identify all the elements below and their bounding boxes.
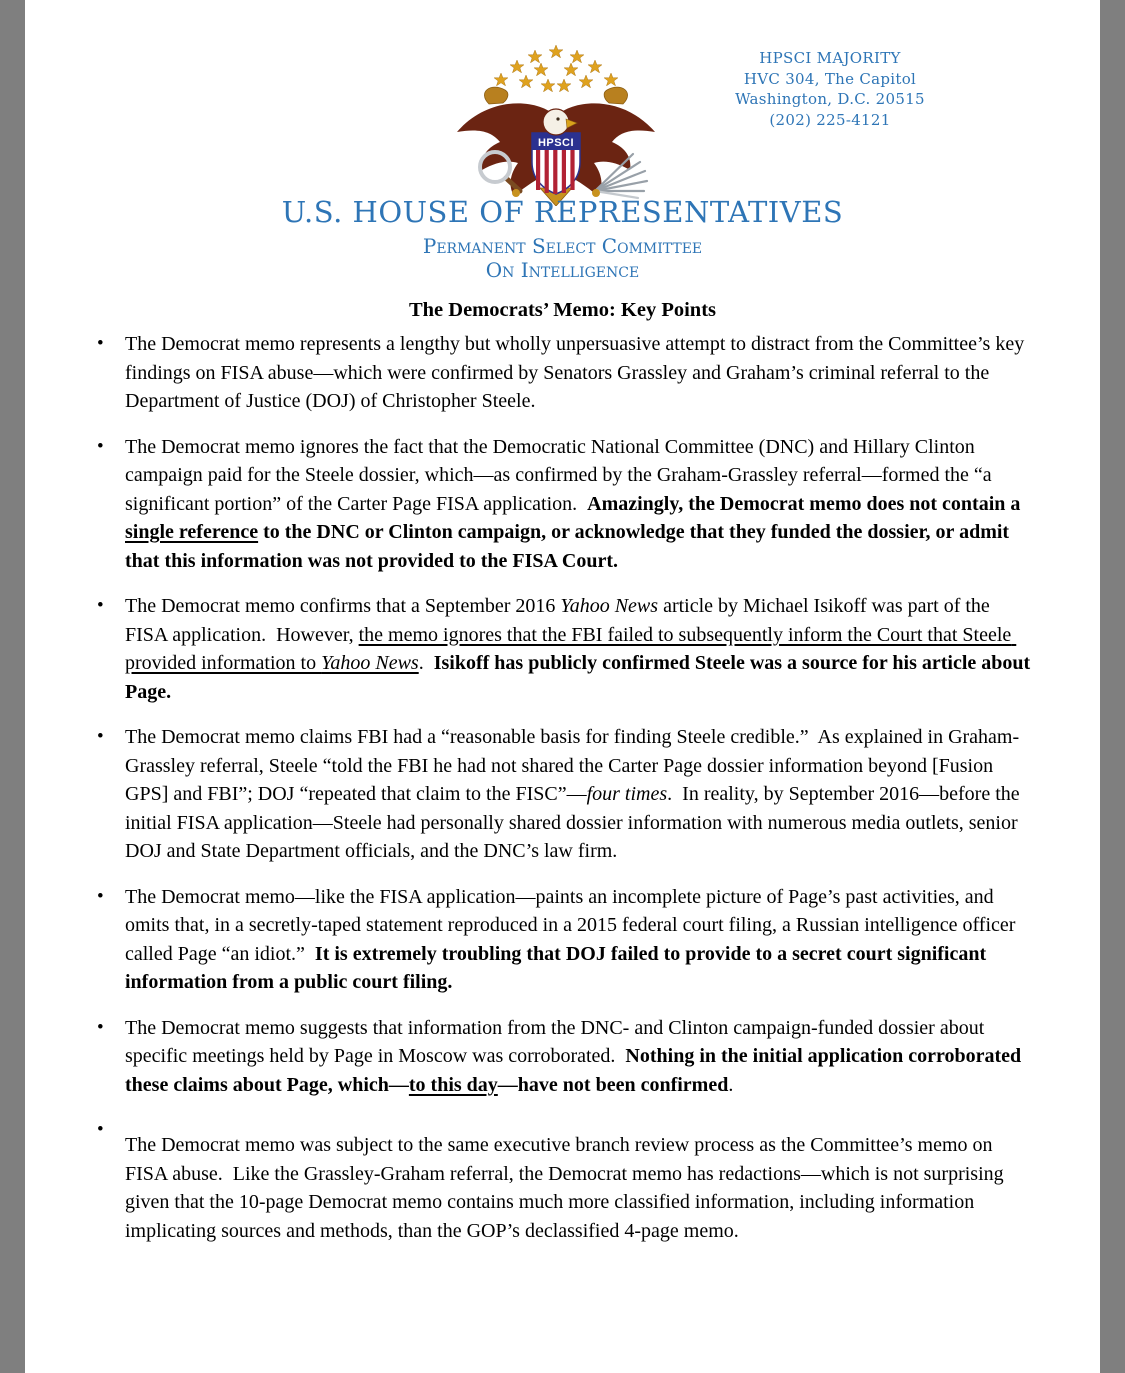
document-page [25,0,1100,1373]
seal-svg [435,40,677,206]
org-subtitle-line1: Permanent Select Committee [422,234,703,258]
text-segment: single reference [125,521,259,543]
text-segment: to this day [408,1073,498,1096]
text-segment: Amazingly, the Democrat memo does not contain a [587,492,1026,515]
bullet-item [97,723,1037,866]
bullet-item [97,592,1037,706]
seal-shield-icon [532,133,580,194]
text-segment: Yahoo News [560,595,659,617]
text-segment: . [728,1073,734,1096]
text-segment: Yahoo News [321,652,419,674]
text-segment: —have not been confirmed [497,1073,729,1096]
bullet-item [97,883,1037,997]
contact-line: HPSCI MAJORITY [759,49,901,67]
seal-ribbons-icon [484,87,627,104]
text-segment: The Democrat memo ignores the fact that the Democratic National Committee (DNC) and Hillary Clinton campaign paid for the Steele dossier, which—as confirmed by the Graham-Grassley referral—formed the “a significant portion” of the Carter Page FISA application. [125,435,997,515]
document-title: The Democrats’ Memo: Key Points [408,299,717,321]
contact-line: HVC 304, The Capitol [743,69,917,88]
org-title: U.S. HOUSE OF REPRESENTATIVES [281,195,844,229]
seal-stars-icon [494,45,618,92]
text-segment: The Democrat memo—like the FISA application—paints an incomplete picture of Page’s past activities, and omits that, in a secretly-taped statement reproduced in a 2015 federal court filing, a Russian intelligence officer called Page “an idiot.” [125,885,1021,965]
bullet-item [97,433,1037,576]
contact-line: Washington, D.C. 20515 [735,90,925,108]
text-segment: The Democrat memo suggests that information from the DNC- and Clinton campaign-funded dossier about specific meetings held by Page in Moscow was corroborated. [125,1016,990,1067]
text-segment: to the DNC or Clinton campaign, or acknowledge that they funded the dossier, or admit that this information was not provided to the FISA Court. [125,521,1015,572]
bullet-item [97,1014,1037,1100]
bullet-item [97,1116,1037,1245]
hpsci-eagle-seal-icon [435,40,677,206]
text-segment: The Democrat memo claims FBI had a “reasonable basis for finding Steele credible.” As explained in Graham-Grassley referral, Steele “told the FBI he had not shared the Carter Page dossier information beyond [Fusion GPS] and FBI”; DOJ “repeated that claim to the FISC”— [125,726,1020,805]
text-segment: article by Michael Isikoff was part of the FISA application. However, [125,595,995,646]
text-segment: Isikoff has publicly confirmed Steele was a source for his article about Page. [125,652,1036,703]
text-segment: The Democrat memo confirms that a September 2016 [125,595,561,617]
org-subtitle-line2: On Intelligence [485,258,640,282]
seal-hpsci-text: HPSCI [537,137,575,149]
text-segment: . In reality, by September 2016—before the initial FISA application—Steele had personally shared dossier information with numerous media outlets, senior DOJ and State Department officials, and the DNC’s law firm. [125,783,1025,862]
text-segment: four times [586,783,668,805]
contact-line: (202) 225-4121 [769,110,891,129]
text-segment: the memo ignores that the FBI failed to subsequently inform the Court that Steele provided information to [125,623,1017,674]
text-segment: The Democrat memo was subject to the same executive branch review process as the Committee’s memo on FISA abuse. Like the Grassley-Graham referral, the Democrat memo has redactions—which is not surprising given that the 10-page Democrat memo contains much more classified information, including information implicating sources and methods, than the GOP’s declassified 4-page memo. [125,1134,1009,1242]
key-points-list [97,330,1037,1262]
text-segment: Nothing in the initial application corroborated these claims about Page, which— [125,1045,1027,1096]
bullet-item [97,330,1037,416]
text-segment: The Democrat memo represents a lengthy but wholly unpersuasive attempt to distract from the Committee’s key findings on FISA abuse—which were confirmed by Senators Grassley and Graham’s criminal referral to the Department of Justice (DOJ) of Christopher Steele. [125,333,1030,412]
letterhead-contact-block [625,48,1035,130]
text-segment: . [418,652,434,674]
text-segment: It is extremely troubling that DOJ failed to provide to a secret court significant information from a public court filing. [125,942,992,993]
